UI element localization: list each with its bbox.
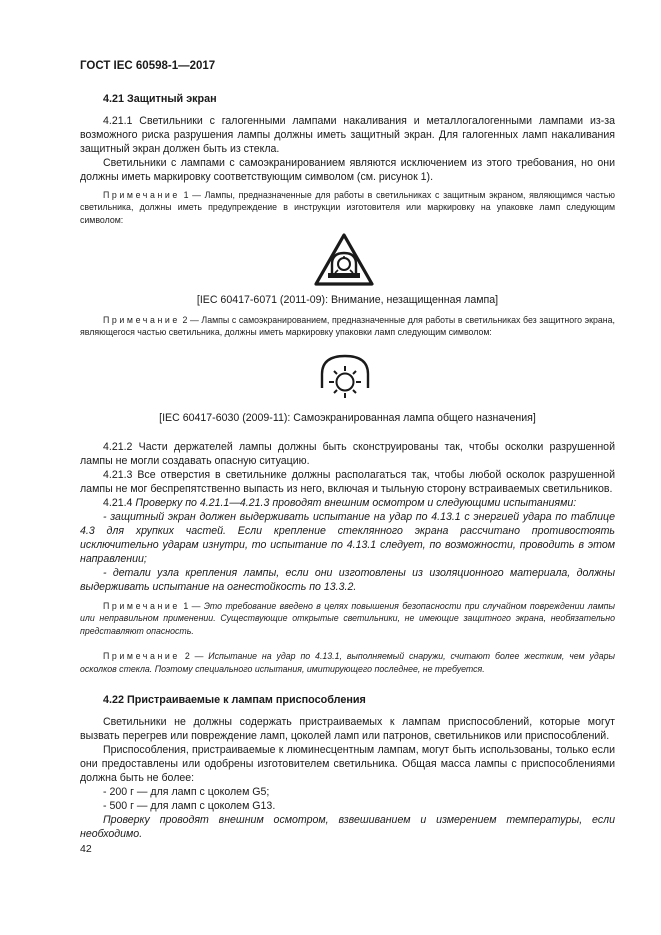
self-shielded-lamp-icon	[314, 352, 376, 404]
list-item-g13: - 500 г — для ламп с цоколем G13.	[103, 800, 276, 812]
para-4-21-4	[80, 496, 615, 510]
para-4-21-1: 4.21.1 Светильники с галогенными лампами накаливания и металлогалогенными лампами из-за возможного риска разрушения лампы должны иметь защитный экран. Для галогенных ламп накаливания защитный экран должен быть из стекла.	[80, 115, 615, 155]
note-4-num: 2 —	[184, 651, 204, 662]
para-4-21-4-text: Проверку по 4.21.1—4.21.3 проводят внешним осмотром и следующими испытаниями:	[135, 497, 577, 509]
note-2-text: 2 — Лампы с самоэкранированием, предназначенные для работы в светильниках без защитного экрана, являющегося частью светильника, должны иметь маркировку упаковки ламп следующим символом:	[80, 315, 615, 338]
para-4-21-2: 4.21.2 Части держателей лампы должны быть сконструированы так, чтобы осколки разрушенной лампы не могли создавать опасную ситуацию.	[80, 441, 615, 467]
para-4-22-1: Светильники не должны содержать пристраиваемых к лампам приспособлений, которые могут вызвать перегрев или повреждение ламп, цоколей ламп или патронов, светильников или приспособлений.	[80, 716, 615, 742]
para-4-21-4-num: 4.21.4	[103, 497, 133, 509]
para-fire-test: - детали узла крепления лампы, если они изготовлены из изоляционного материала, должны выдерживать испытание на огнестойкость по 13.3.2.	[80, 567, 615, 593]
note-3-text: Это требование введено в целях повышения безопасности при случайном повреждении лампы или неправильном применении. Существующие открытые светильники, не имеющие защитного экрана, необязательно представляют опасность.	[80, 601, 615, 636]
para-4-21-1-b: Светильники с лампами с самоэкранированием являются исключением из этого требования, но они должны иметь маркировку соответствующим символом (см. рисунок 1).	[80, 157, 615, 183]
symbol-2-caption-block	[80, 411, 615, 425]
note-4-text: Испытание на удар по 4.13.1, выполняемый снаружи, считают более жестким, чем удары осколков стекла. Поэтому специального испытания, имитирующего последнее, не требуется.	[80, 651, 616, 674]
note-2-block	[80, 314, 615, 339]
note-2	[80, 314, 615, 339]
section-4-21	[80, 92, 615, 226]
para-4-22-check: Проверку проводят внешним осмотром, взвешиванием и измерением температуры, если необходимо.	[80, 814, 615, 840]
symbol-1-caption: [IEC 60417-6071 (2011-09): Внимание, незащищенная лампа]	[196, 294, 499, 306]
symbol-1-caption-block	[80, 293, 615, 307]
section-4-22-title: 4.22 Пристраиваемые к лампам приспособления	[103, 694, 366, 706]
list-item-g5: - 200 г — для ламп с цоколем G5;	[103, 786, 270, 798]
note-1-label: Примечание	[103, 190, 180, 200]
section-4-21-continued	[80, 440, 615, 675]
note-3-label: Примечание	[103, 601, 180, 611]
symbol-2-caption: [IEC 60417-6030 (2009-11): Самоэкранированная лампа общего назначения]	[159, 412, 536, 424]
note-4-label: Примечание	[103, 651, 180, 662]
note-4	[80, 650, 615, 675]
note-3-num: 1 —	[183, 601, 201, 611]
standard-header: ГОСТ IEC 60598-1—2017	[80, 60, 216, 72]
unprotected-lamp-warning-icon	[313, 232, 375, 288]
note-2-label: Примечание	[103, 315, 180, 325]
para-4-21-3: 4.21.3 Все отверстия в светильнике должны располагаться так, чтобы любой осколок разрушенной лампы не мог беспрепятственно выпасть из него, включая и тыльную сторону встраиваемых светильников.	[80, 469, 615, 495]
note-1	[80, 189, 615, 226]
para-impact-test: - защитный экран должен выдерживать испытание на удар по 4.13.1 с энергией удара по таблице 4.3 для хрупких частей. Если крепление стеклянного экрана рассчитано противостоять исключительно ударам изнутри, то испытание по 4.13.1 следует, по возможности, проводить в этом направлении;	[80, 511, 615, 565]
note-1-text: 1 — Лампы, предназначенные для работы в светильниках с защитным экраном, являющимся частью светильника, должны иметь предупреждение в инструкции изготовителя или маркировку на упаковке ламп следующим символом:	[80, 190, 615, 225]
para-4-22-2: Приспособления, пристраиваемые к люминесцентным лампам, могут быть использованы, только если они предоставлены или одобрены изготовителем светильника. Общая масса лампы с приспособлениями должна быть не более:	[80, 744, 615, 784]
note-3	[80, 600, 615, 637]
page-number: 42	[80, 843, 92, 855]
section-4-22	[80, 693, 615, 841]
section-4-21-title: 4.21 Защитный экран	[103, 93, 217, 105]
